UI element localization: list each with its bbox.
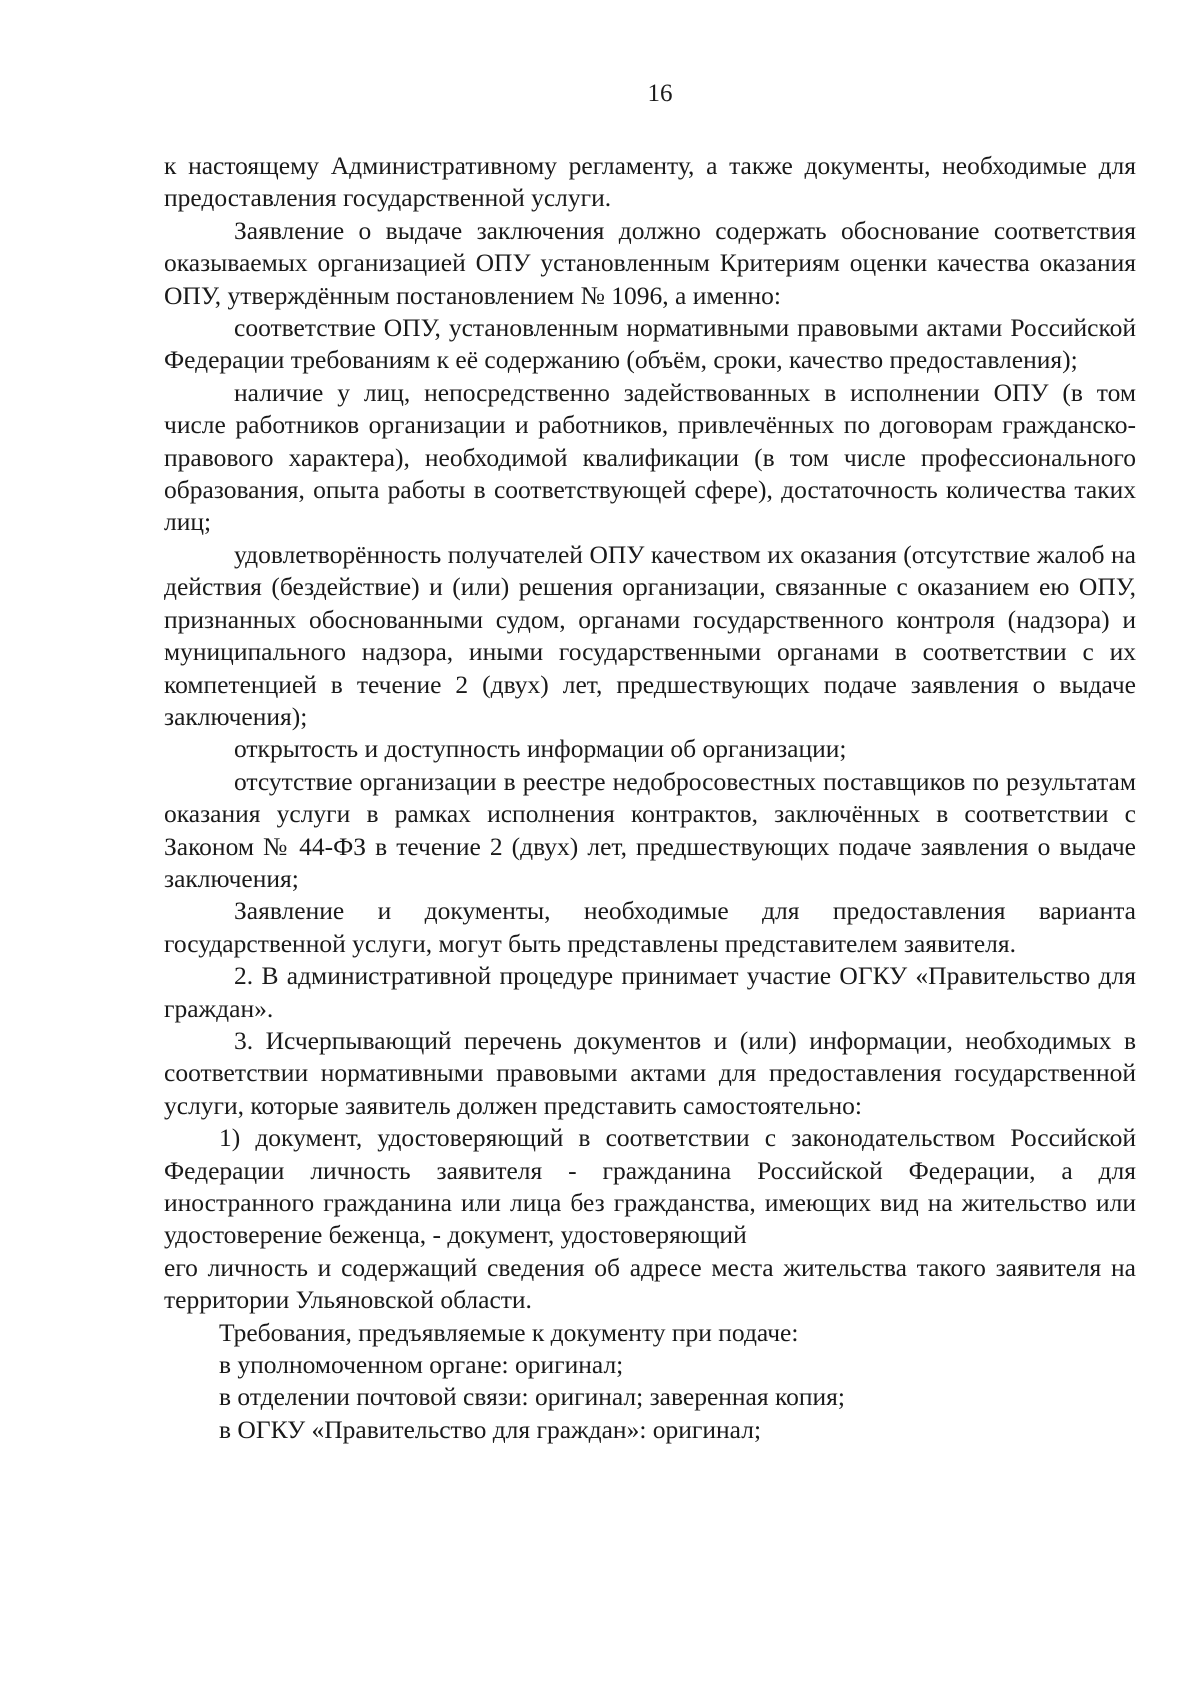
paragraph-continuation: к настоящему Административному регламенту, а также документы, необходимые для предоставления государственной услуги. — [164, 151, 1136, 213]
paragraph-item-3: 3. Исчерпывающий перечень документов и (или) информации, необходимых в соответствии нормативными правовыми актами для предоставления государственной услуги, которые заявитель должен представить самостоятельно: — [164, 1025, 1136, 1120]
list-item-authorized-body: в уполномоченном органе: оригинал; — [219, 1350, 624, 1380]
paragraph-requirements: Требования, предъявляемые к документу при подаче: — [219, 1317, 799, 1347]
paragraph-representative: Заявление и документы, необходимые для предоставления варианта государственной услуги, могут быть представлены представителем заявителя. — [164, 896, 1136, 958]
list-item-ogku: в ОГКУ «Правительство для граждан»: оригинал; — [219, 1414, 762, 1444]
paragraph-subitem-1: 1) документ, удостоверяющий в соответствии с законодательством Российской Федерации личность заявителя - гражданина Российской Федерации, а для иностранного гражданина или лица без гражданства, имеющих вид на жительство или удостоверение беженца, - документ, удостоверяющий — [164, 1123, 1136, 1250]
paragraph-criterion-openness: открытость и доступность информации об организации; — [234, 734, 847, 764]
paragraph-subitem-1-continuation: его личность и содержащий сведения об адресе места жительства такого заявителя на территории Ульяновской области. — [164, 1252, 1136, 1315]
paragraph-application-content: Заявление о выдаче заключения должно содержать обоснование соответствия оказываемых организацией ОПУ установленным Критериям оценки качества оказания ОПУ, утверждённым постановлением № 1096, а именно: — [164, 215, 1136, 310]
page-number: 16 — [647, 80, 673, 107]
paragraph-criterion-compliance: соответствие ОПУ, установленным нормативными правовыми актами Российской Федерации требованиям к её содержанию (объём, сроки, качество предоставления); — [164, 313, 1136, 375]
paragraph-criterion-registry: отсутствие организации в реестре недобросовестных поставщиков по результатам оказания услуги в рамках исполнения контрактов, заключённых в соответствии с Законом № 44-ФЗ в течение 2 (двух) лет, предшествующих подаче заявления о выдаче заключения; — [164, 766, 1136, 893]
document-body — [164, 150, 1136, 1446]
list-item-post-office: в отделении почтовой связи: оригинал; заверенная копия; — [219, 1382, 845, 1412]
paragraph-criterion-satisfaction: удовлетворённость получателей ОПУ качеством их оказания (отсутствие жалоб на действия (бездействие) и (или) решения организации, связанные с оказанием ею ОПУ, признанных обоснованными судом, органами государственного контроля (надзора) и муниципального надзора, иными государственными органами в соответствии с их компетенцией в течение 2 (двух) лет, предшествующих подаче заявления о выдаче заключения); — [164, 539, 1136, 731]
paragraph-criterion-qualification: наличие у лиц, непосредственно задействованных в исполнении ОПУ (в том числе работников организации и работников, привлечённых по договорам гражданско-правового характера), необходимой квалификации (в том числе профессионального образования, опыта работы в соответствующей сфере), достаточность количества таких лиц; — [164, 377, 1136, 537]
paragraph-item-2: 2. В административной процедуре принимает участие ОГКУ «Правительство для граждан». — [164, 961, 1136, 1023]
